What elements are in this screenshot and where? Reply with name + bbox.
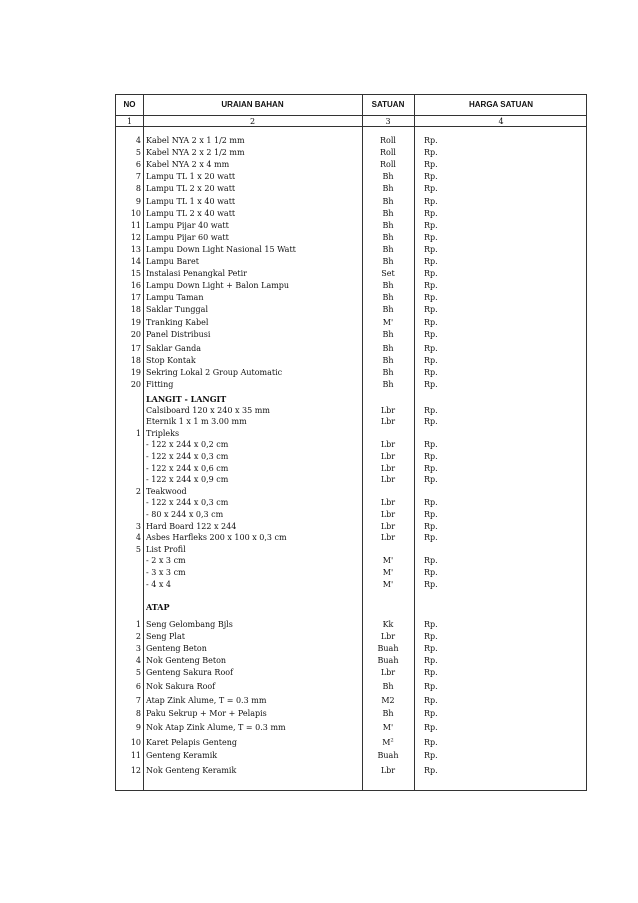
table-row [116,379,586,391]
row-description: Stop Kontak [146,356,196,365]
table-row [116,147,586,159]
table-row [116,256,586,268]
table-row [116,196,586,208]
row-satuan: M2 [381,696,395,705]
row-no: 17 [130,344,141,353]
table-row [116,451,586,463]
row-satuan: Lbr [380,475,396,485]
row-harga: Rp. [424,709,438,718]
table-row [116,220,586,232]
table-row [116,655,586,667]
row-description: - 122 x 244 x 0,3 cm [146,452,229,461]
row-satuan: M' [382,556,394,566]
table-row [116,601,586,613]
row-no: 4 [135,136,141,145]
row-harga: Rp. [424,682,438,691]
row-harga: Rp. [424,368,438,377]
row-satuan: Lbr [380,452,396,461]
row-description: LANGIT - LANGIT [146,394,227,404]
row-satuan: Roll [380,160,396,170]
row-description: - 122 x 244 x 0,6 cm [146,463,229,473]
row-no: 18 [130,305,141,315]
row-no: 12 [130,232,141,242]
table-row [116,765,586,777]
row-satuan: Buah [377,644,399,653]
row-no: 20 [130,329,141,339]
table-row [116,329,586,341]
row-harga: Rp. [424,766,438,775]
table-row [116,244,586,256]
row-description: Saklar Tunggal [146,305,209,315]
row-description: Hard Board 122 x 244 [146,521,237,531]
row-no: 1 [135,620,141,629]
row-satuan: Bh [382,208,394,218]
row-no: 11 [130,220,141,230]
row-harga: Rp. [424,452,438,461]
row-satuan: Lbr [380,440,396,450]
row-no: 2 [135,632,141,641]
row-no: 15 [130,269,141,279]
row-harga: Rp. [424,196,438,206]
row-no: 3 [135,644,141,653]
row-satuan: Bh [382,329,394,339]
row-no: 10 [130,738,141,747]
table-row [116,722,586,734]
table-row [116,355,586,367]
table-row [116,695,586,707]
table-row [116,171,586,183]
table-row [116,343,586,355]
row-harga: Rp. [424,317,438,327]
row-no: 10 [130,208,141,218]
row-harga: Rp. [424,305,438,315]
table-row [116,292,586,304]
row-description: Seng Gelombang Bjls [146,620,233,629]
row-satuan: Bh [382,356,394,365]
row-no: 12 [130,766,141,775]
table-row [116,416,586,428]
row-harga: Rp. [424,632,438,641]
table-row [116,232,586,244]
row-harga: Rp. [424,440,438,450]
table-row [116,405,586,417]
table-row [116,268,586,280]
row-no: 6 [135,160,141,170]
row-description: Genteng Sakura Roof [146,668,234,677]
row-harga: Rp. [424,579,438,589]
row-harga: Rp. [424,656,438,665]
table-row [116,159,586,171]
row-harga: Rp. [424,556,438,566]
row-description: Eternik 1 x 1 m 3.00 mm [146,417,247,427]
row-description: ATAP [146,602,170,612]
row-satuan: Bh [382,184,394,194]
row-satuan: M' [382,579,394,589]
row-harga: Rp. [424,521,438,531]
colnum-4: 4 [498,117,504,126]
row-satuan: Bh [382,344,394,353]
row-harga: Rp. [424,620,438,629]
row-satuan: M' [382,568,394,577]
table-row [116,439,586,451]
row-description: Lampu TL 2 x 40 watt [146,208,236,218]
row-no: 20 [130,380,141,389]
table-row [116,367,586,379]
row-harga: Rp. [424,723,438,732]
row-satuan: Bh [382,172,394,182]
row-harga: Rp. [424,696,438,705]
table-row [116,521,586,533]
row-description: Nok Genteng Keramik [146,766,237,775]
row-harga: Rp. [424,510,438,519]
row-description: Seng Plat [146,632,185,641]
row-description: Sekring Lokal 2 Group Automatic [146,368,283,377]
table-row [116,428,586,440]
row-harga: Rp. [424,498,438,508]
table-row [116,708,586,720]
row-description: Genteng Keramik [146,751,218,760]
row-satuan: Bh [382,293,394,303]
row-description: Asbes Harfleks 200 x 100 x 0,3 cm [146,533,287,543]
row-harga: Rp. [424,293,438,303]
row-no: 6 [135,682,141,691]
row-description: - 2 x 3 cm [146,556,186,566]
table-row [116,579,586,591]
row-harga: Rp. [424,281,438,291]
row-description: Tranking Kabel [146,317,209,327]
row-no: 16 [130,281,141,291]
row-satuan: Kk [382,620,394,629]
row-harga: Rp. [424,475,438,485]
table-row [116,280,586,292]
row-description: Tripleks [146,428,180,438]
row-satuan: Bh [382,232,394,242]
table-row [116,667,586,679]
table-body [116,95,586,790]
row-satuan: Bh [382,368,394,377]
row-description: Kabel NYA 2 x 4 mm [146,160,230,170]
colnum-1: 1 [126,117,133,126]
row-harga: Rp. [424,380,438,389]
row-description: Atap Zink Alume, T = 0.3 mm [146,696,267,705]
table-row [116,509,586,521]
row-description: Nok Genteng Beton [146,656,227,665]
row-harga: Rp. [424,257,438,266]
row-harga: Rp. [424,136,438,145]
row-no: 9 [135,723,141,732]
row-satuan: Lbr [380,668,396,677]
row-harga: Rp. [424,172,438,182]
row-satuan: Lbr [380,766,396,775]
row-satuan: M' [382,317,394,327]
row-no: 19 [130,368,141,377]
row-description: - 3 x 3 cm [146,568,186,577]
row-description: Instalasi Penangkal Petir [146,269,247,279]
row-harga: Rp. [424,160,438,170]
row-description: Lampu Down Light Nasional 15 Watt [146,244,296,254]
row-no: 17 [130,293,141,303]
row-description: Panel Distribusi [146,329,211,339]
row-harga: Rp. [424,208,438,218]
row-harga: Rp. [424,405,438,415]
row-description: - 80 x 244 x 0,3 cm [146,510,224,519]
row-description: List Profil [146,544,186,554]
row-harga: Rp. [424,568,438,577]
row-description: Paku Sekrup + Mor + Pelapis [146,709,267,718]
row-no: 7 [135,696,141,705]
row-description: Calsiboard 120 x 240 x 35 mm [146,405,270,415]
table-row [116,750,586,762]
row-no: 18 [130,356,141,365]
row-description: Lampu TL 2 x 20 watt [146,184,236,194]
row-satuan: Bh [382,196,394,206]
row-no: 5 [135,148,141,158]
row-satuan: Set [381,269,395,279]
row-no: 4 [135,656,141,665]
table-row [116,567,586,579]
row-harga: Rp. [424,344,438,353]
row-satuan: Bh [382,244,394,254]
table-row [116,544,586,556]
row-harga: Rp. [424,533,438,543]
row-harga: Rp. [424,329,438,339]
header-satuan: SATUAN [371,100,405,109]
row-no: 1 [135,428,141,438]
row-description: Lampu Down Light + Balon Lampu [146,281,290,291]
table-row [116,555,586,567]
row-description: Nok Atap Zink Alume, T = 0.3 mm [146,723,286,732]
row-no: 5 [135,544,141,554]
table-row [116,183,586,195]
table-row [116,497,586,509]
row-description: Lampu Baret [146,257,199,266]
row-satuan: Buah [377,751,399,760]
row-satuan: Lbr [380,521,396,531]
row-description: Saklar Ganda [146,344,201,353]
row-harga: Rp. [424,269,438,279]
row-harga: Rp. [424,244,438,254]
row-satuan: Bh [382,257,394,266]
table-row [116,681,586,693]
table-row [116,737,586,749]
row-description: Genteng Beton [146,644,207,653]
colnum-3: 3 [385,117,391,126]
row-satuan: Bh [382,220,394,230]
row-satuan: M' [382,723,394,732]
row-description: Lampu Pijar 60 watt [146,232,229,242]
row-satuan: Bh [382,281,394,291]
row-description: - 122 x 244 x 0,2 cm [146,440,229,450]
row-no: 8 [135,184,141,194]
table-row [116,643,586,655]
header-harga: HARGA SATUAN [469,100,533,109]
table-row [116,486,586,498]
row-description: Lampu TL 1 x 20 watt [146,172,236,182]
row-satuan: Lbr [380,405,396,415]
row-description: - 122 x 244 x 0,3 cm [146,498,229,508]
row-harga: Rp. [424,220,438,230]
table-row [116,474,586,486]
row-harga: Rp. [424,738,438,747]
row-satuan: Lbr [380,417,396,427]
row-satuan: Buah [377,656,399,665]
row-description: Kabel NYA 2 x 2 1/2 mm [146,148,245,158]
row-satuan: Roll [380,148,396,158]
row-description: Kabel NYA 2 x 1 1/2 mm [146,136,245,145]
row-description: Karet Pelapis Genteng [146,738,237,747]
row-no: 11 [130,751,141,760]
row-no: 9 [135,196,141,206]
row-satuan: Bh [382,380,394,389]
row-satuan: Lbr [380,463,396,473]
row-harga: Rp. [424,417,438,427]
row-description: - 122 x 244 x 0,9 cm [146,475,229,485]
row-satuan: Roll [380,136,396,145]
row-description: - 4 x 4 [146,579,172,589]
row-satuan: Bh [382,682,394,691]
row-description: Lampu Taman [146,293,204,303]
row-no: 3 [135,521,141,531]
row-satuan: Lbr [380,632,396,641]
row-satuan: Bh [382,305,394,315]
row-description: Nok Sakura Roof [146,682,216,691]
table-row [116,135,586,147]
row-no: 14 [130,257,141,266]
row-harga: Rp. [424,184,438,194]
table-row [116,463,586,475]
row-description: Teakwood [146,486,187,496]
row-no: 19 [130,317,141,327]
price-table [115,94,587,791]
table-row [116,532,586,544]
row-satuan: Lbr [380,498,396,508]
table-row [116,393,586,405]
table-row [116,619,586,631]
header-no: NO [123,100,136,109]
row-satuan: Lbr [380,533,396,543]
header-uraian: URAIAN BAHAN [221,100,284,109]
row-no: 4 [135,533,141,543]
row-satuan: Bh [382,709,394,718]
row-description: Fitting [146,380,174,389]
row-no: 5 [135,668,141,677]
table-row [116,208,586,220]
row-harga: Rp. [424,463,438,473]
table-row [116,317,586,329]
row-satuan: $M^2$ [382,737,394,747]
row-harga: Rp. [424,232,438,242]
row-description: Lampu Pijar 40 watt [146,220,229,230]
row-harga: Rp. [424,668,438,677]
row-no: 2 [135,486,141,496]
row-harga: Rp. [424,644,438,653]
table-row [116,304,586,316]
row-no: 8 [135,709,141,718]
row-no: 7 [135,172,141,182]
row-harga: Rp. [424,751,438,760]
row-description: Lampu TL 1 x 40 watt [146,196,236,206]
table-row [116,631,586,643]
row-harga: Rp. [424,148,438,158]
row-no: 13 [130,244,141,254]
colnum-2: 2 [249,117,256,126]
row-satuan: Lbr [380,510,396,519]
row-harga: Rp. [424,356,438,365]
